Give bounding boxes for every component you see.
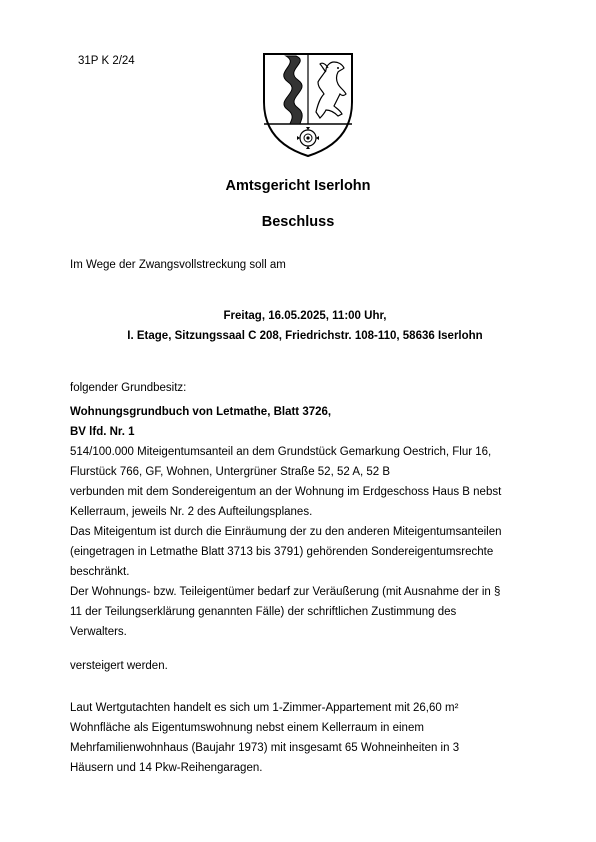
property-line: Verwalters. xyxy=(70,626,127,638)
appraisal-line: Laut Wertgutachten handelt es sich um 1-Zimmer-Appartement mit 26,60 m² xyxy=(70,702,459,714)
document-title: Beschluss xyxy=(261,214,335,230)
appraisal-line: Wohnfläche als Eigentumswohnung nebst einem Kellerraum in einem xyxy=(70,722,424,734)
property-line: (eingetragen in Letmathe Blatt 3713 bis 3791) gehörenden Sondereigentumsrechte xyxy=(70,546,494,558)
property-line: verbunden mit dem Sondereigentum an der Wohnung im Erdgeschoss Haus B nebst xyxy=(70,486,502,498)
appraisal-line: Mehrfamilienwohnhaus (Baujahr 1973) mit insgesamt 65 Wohneinheiten in 3 xyxy=(70,742,460,754)
property-line: Das Miteigentum ist durch die Einräumung der zu den anderen Miteigentumsanteilen xyxy=(70,526,502,538)
appointment-location: I. Etage, Sitzungssaal C 208, Friedrichstr. 108-110, 58636 Iserlohn xyxy=(127,330,483,342)
property-bv-number: BV lfd. Nr. 1 xyxy=(70,426,135,438)
property-line: Flurstück 766, GF, Wohnen, Untergrüner Straße 52, 52 A, 52 B xyxy=(70,466,391,478)
appointment-date: Freitag, 16.05.2025, 11:00 Uhr, xyxy=(223,310,387,322)
court-name: Amtsgericht Iserlohn xyxy=(225,178,371,194)
auction-phrase: versteigert werden. xyxy=(70,660,168,672)
file-reference: 31P K 2/24 xyxy=(78,55,135,67)
property-line: Der Wohnungs- bzw. Teileigentümer bedarf zur Veräußerung (mit Ausnahme der in § xyxy=(70,586,501,598)
intro-text: Im Wege der Zwangsvollstreckung soll am xyxy=(70,259,286,271)
property-lead: folgender Grundbesitz: xyxy=(70,382,187,394)
property-line: 514/100.000 Miteigentumsanteil an dem Grundstück Gemarkung Oestrich, Flur 16, xyxy=(70,446,492,458)
property-line: Kellerraum, jeweils Nr. 2 des Aufteilungsplanes. xyxy=(70,506,313,518)
coat-of-arms-icon xyxy=(260,50,356,160)
property-line: 11 der Teilungserklärung genannten Fälle) der schriftlichen Zustimmung des xyxy=(70,606,457,618)
property-register: Wohnungsgrundbuch von Letmathe, Blatt 3726, xyxy=(70,406,332,418)
property-line: beschränkt. xyxy=(70,566,130,578)
appraisal-line: Häusern und 14 Pkw-Reihengaragen. xyxy=(70,762,263,774)
